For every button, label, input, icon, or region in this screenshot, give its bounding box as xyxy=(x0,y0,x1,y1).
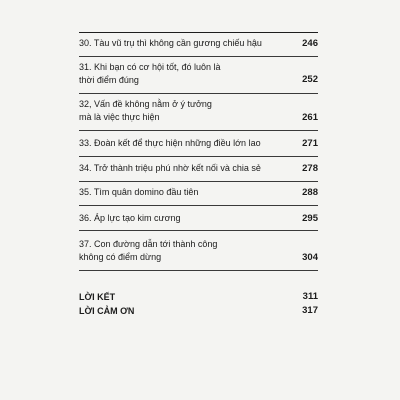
divider xyxy=(79,230,318,231)
toc-entry-title: 34. Trở thành triệu phú nhờ kết nối và chia sẻ xyxy=(79,163,261,173)
divider xyxy=(79,130,318,131)
toc-end-title: LỜI KẾT xyxy=(79,292,116,302)
toc-entry-page: 252 xyxy=(302,74,318,85)
divider xyxy=(79,56,318,57)
toc-entry-page: 271 xyxy=(302,138,318,149)
toc-entry-page: 246 xyxy=(302,38,318,49)
toc-entry-page: 261 xyxy=(302,112,318,123)
toc-entry-title: 33. Đoàn kết để thực hiện những điều lớn lao xyxy=(79,138,261,148)
toc-end-title: LỜI CẢM ƠN xyxy=(79,306,135,316)
toc-entry-title: 30. Tàu vũ trụ thì không cần gương chiếu hậu xyxy=(79,38,262,48)
toc-entry-page: 304 xyxy=(302,252,318,263)
toc-entry-page: 288 xyxy=(302,187,318,198)
toc-entry-page: 295 xyxy=(302,213,318,224)
divider xyxy=(79,270,318,271)
top-rule xyxy=(79,32,318,33)
divider xyxy=(79,181,318,182)
divider xyxy=(79,205,318,206)
divider xyxy=(79,93,318,94)
toc-end-page: 317 xyxy=(302,305,318,316)
toc-end-page: 311 xyxy=(302,291,318,302)
toc-entry-title: 37. Con đường dẫn tới thành công không có điểm dừng xyxy=(79,239,218,262)
toc-entry-title: 32, Vấn đề không nằm ở ý tưởng mà là việc thực hiện xyxy=(79,99,212,122)
toc-entry-title: 36. Áp lực tạo kim cương xyxy=(79,213,181,223)
toc-entry-title: 31. Khi bạn có cơ hội tốt, đó luôn là thời điểm đúng xyxy=(79,62,221,85)
divider xyxy=(79,156,318,157)
toc-entry-page: 278 xyxy=(302,163,318,174)
toc-entry-title: 35. Tìm quân domino đầu tiên xyxy=(79,187,199,197)
